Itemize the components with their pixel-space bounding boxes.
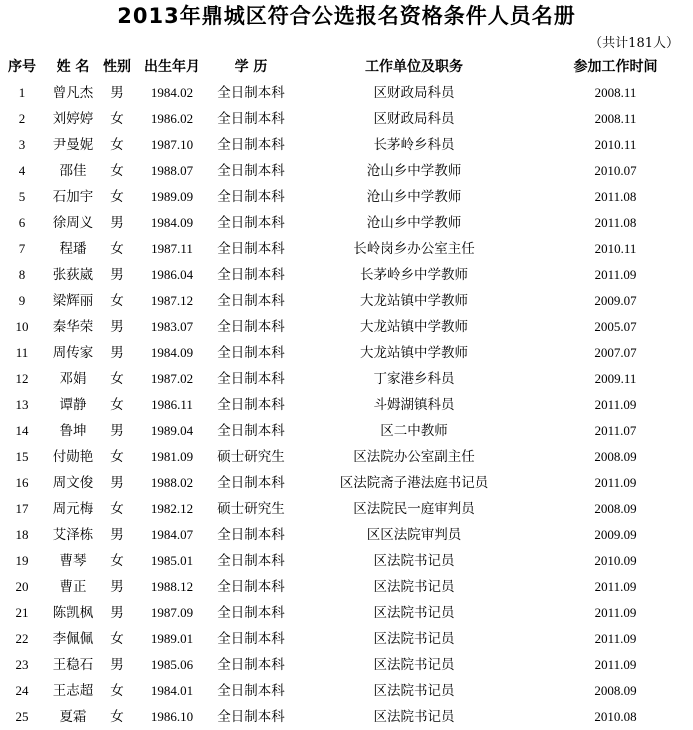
header-index: 序号 [8, 59, 36, 75]
cell-name: 夏霜 [59, 709, 87, 725]
cell-work-start: 2007.07 [594, 345, 637, 360]
cell-name: 尹曼妮 [52, 137, 94, 153]
cell-index: 17 [15, 501, 29, 516]
table-row [0, 392, 693, 418]
cell-name: 陈凯枫 [52, 605, 94, 621]
cell-workplace: 沧山乡中学教师 [366, 163, 462, 179]
cell-birth: 1988.12 [150, 579, 194, 594]
cell-education: 全日制本科 [217, 683, 285, 699]
cell-workplace: 区财政局科员 [373, 111, 455, 127]
cell-work-start: 2011.08 [594, 215, 637, 230]
header-gender: 性别 [103, 59, 131, 75]
cell-workplace: 沧山乡中学教师 [366, 189, 462, 205]
cell-name: 王稳石 [52, 657, 94, 673]
cell-index: 20 [15, 579, 29, 594]
cell-birth: 1987.02 [150, 371, 194, 386]
cell-birth: 1989.09 [150, 189, 194, 204]
cell-workplace: 长茅岭乡科员 [373, 137, 455, 153]
cell-work-start: 2005.07 [594, 319, 637, 334]
table-row [0, 158, 693, 184]
cell-work-start: 2011.09 [594, 579, 637, 594]
cell-name: 李佩佩 [52, 631, 94, 647]
cell-work-start: 2010.11 [594, 241, 637, 256]
cell-name: 周文俊 [52, 475, 94, 491]
roster-table [0, 54, 693, 730]
cell-gender: 男 [110, 657, 124, 673]
cell-education: 全日制本科 [217, 319, 285, 335]
cell-index: 23 [15, 657, 29, 672]
cell-gender: 男 [110, 267, 124, 283]
table-row [0, 652, 693, 678]
table-row [0, 574, 693, 600]
cell-index: 25 [15, 709, 29, 724]
cell-name: 程璠 [59, 241, 87, 257]
header-education: 学 历 [234, 59, 268, 75]
table-row [0, 184, 693, 210]
table-row [0, 210, 693, 236]
cell-workplace: 长岭岗乡办公室主任 [353, 241, 475, 257]
cell-index: 11 [15, 345, 29, 360]
cell-workplace: 区财政局科员 [373, 85, 455, 101]
cell-workplace: 沧山乡中学教师 [366, 215, 462, 231]
table-row [0, 704, 693, 730]
cell-gender: 男 [110, 345, 124, 361]
table-row [0, 340, 693, 366]
cell-education: 全日制本科 [217, 215, 285, 231]
cell-work-start: 2008.09 [594, 683, 637, 698]
cell-name: 王志超 [52, 683, 94, 699]
cell-index: 12 [15, 371, 29, 386]
cell-gender: 女 [110, 189, 124, 205]
cell-work-start: 2010.09 [594, 553, 637, 568]
cell-work-start: 2008.09 [594, 501, 637, 516]
cell-work-start: 2010.08 [594, 709, 637, 724]
cell-index: 18 [15, 527, 29, 542]
cell-gender: 女 [110, 371, 124, 387]
cell-education: 硕士研究生 [217, 449, 285, 465]
table-row [0, 314, 693, 340]
cell-work-start: 2011.09 [594, 475, 637, 490]
cell-gender: 男 [110, 475, 124, 491]
cell-workplace: 长茅岭乡中学教师 [360, 267, 468, 283]
header-birth: 出生年月 [144, 59, 200, 75]
cell-index: 13 [15, 397, 29, 412]
cell-workplace: 大龙站镇中学教师 [360, 345, 468, 361]
cell-work-start: 2011.09 [594, 397, 637, 412]
table-row [0, 132, 693, 158]
table-row [0, 522, 693, 548]
cell-work-start: 2009.09 [594, 527, 637, 542]
cell-work-start: 2009.11 [594, 371, 637, 386]
cell-name: 曹琴 [59, 553, 87, 569]
cell-work-start: 2008.09 [594, 449, 637, 464]
total-count-note: （共计181人） [589, 36, 679, 51]
cell-education: 全日制本科 [217, 241, 285, 257]
cell-birth: 1988.07 [150, 163, 194, 178]
cell-workplace: 区法院书记员 [373, 709, 455, 725]
cell-gender: 女 [110, 241, 124, 257]
cell-education: 全日制本科 [217, 137, 285, 153]
cell-gender: 女 [110, 709, 124, 725]
cell-workplace: 区法院书记员 [373, 631, 455, 647]
header-workplace: 工作单位及职务 [365, 59, 463, 75]
cell-workplace: 区法院书记员 [373, 579, 455, 595]
cell-education: 全日制本科 [217, 371, 285, 387]
table-row [0, 444, 693, 470]
cell-birth: 1985.06 [150, 657, 194, 672]
cell-index: 2 [18, 111, 26, 126]
cell-work-start: 2011.08 [594, 189, 637, 204]
cell-name: 梁辉丽 [52, 293, 94, 309]
cell-name: 付勋艳 [52, 449, 94, 465]
cell-gender: 男 [110, 215, 124, 231]
cell-gender: 男 [110, 579, 124, 595]
cell-education: 全日制本科 [217, 657, 285, 673]
cell-name: 秦华荣 [52, 319, 94, 335]
cell-birth: 1987.11 [151, 241, 193, 256]
cell-education: 全日制本科 [217, 189, 285, 205]
cell-index: 15 [15, 449, 29, 464]
cell-gender: 女 [110, 449, 124, 465]
cell-gender: 女 [110, 397, 124, 413]
cell-index: 14 [15, 423, 29, 438]
table-row [0, 678, 693, 704]
cell-gender: 男 [110, 319, 124, 335]
cell-gender: 男 [110, 605, 124, 621]
document-title: 2013年鼎城区符合公选报名资格条件人员名册 [117, 4, 576, 28]
cell-work-start: 2011.07 [594, 423, 637, 438]
cell-gender: 女 [110, 163, 124, 179]
cell-birth: 1982.12 [150, 501, 194, 516]
cell-index: 3 [18, 137, 26, 152]
table-row [0, 262, 693, 288]
cell-name: 鲁坤 [59, 423, 87, 439]
cell-gender: 男 [110, 527, 124, 543]
cell-name: 徐周义 [52, 215, 94, 231]
cell-birth: 1987.12 [150, 293, 194, 308]
table-row [0, 548, 693, 574]
cell-education: 全日制本科 [217, 553, 285, 569]
table-row [0, 626, 693, 652]
cell-education: 全日制本科 [217, 267, 285, 283]
cell-birth: 1984.02 [150, 85, 194, 100]
cell-birth: 1984.09 [150, 215, 194, 230]
cell-workplace: 区法院书记员 [373, 657, 455, 673]
table-row [0, 236, 693, 262]
header-work-start: 参加工作时间 [573, 59, 658, 75]
cell-birth: 1984.07 [150, 527, 194, 542]
cell-birth: 1983.07 [150, 319, 194, 334]
cell-work-start: 2010.11 [594, 137, 637, 152]
cell-gender: 男 [110, 423, 124, 439]
cell-gender: 男 [110, 85, 124, 101]
cell-birth: 1985.01 [150, 553, 194, 568]
cell-name: 石加宇 [52, 189, 94, 205]
cell-index: 9 [18, 293, 26, 308]
cell-work-start: 2011.09 [594, 657, 637, 672]
cell-work-start: 2008.11 [594, 85, 637, 100]
cell-name: 周传家 [52, 345, 94, 361]
table-row [0, 496, 693, 522]
cell-index: 22 [15, 631, 29, 646]
cell-education: 全日制本科 [217, 111, 285, 127]
cell-index: 1 [18, 85, 26, 100]
cell-birth: 1986.02 [150, 111, 194, 126]
cell-education: 全日制本科 [217, 605, 285, 621]
cell-gender: 女 [110, 293, 124, 309]
cell-workplace: 丁家港乡科员 [373, 371, 455, 387]
cell-workplace: 区法院书记员 [373, 605, 455, 621]
cell-name: 刘婷婷 [52, 111, 94, 127]
cell-birth: 1987.10 [150, 137, 194, 152]
cell-index: 19 [15, 553, 29, 568]
cell-education: 全日制本科 [217, 527, 285, 543]
header-name: 姓 名 [56, 59, 90, 75]
cell-gender: 女 [110, 631, 124, 647]
cell-education: 硕士研究生 [217, 501, 285, 517]
table-row [0, 366, 693, 392]
cell-education: 全日制本科 [217, 163, 285, 179]
cell-index: 5 [18, 189, 26, 204]
cell-workplace: 区区法院审判员 [366, 527, 462, 543]
cell-name: 周元梅 [52, 501, 94, 517]
cell-index: 7 [18, 241, 26, 256]
header-row [0, 54, 693, 80]
cell-index: 10 [15, 319, 29, 334]
cell-workplace: 区法院书记员 [373, 553, 455, 569]
cell-birth: 1986.11 [151, 397, 193, 412]
cell-education: 全日制本科 [217, 397, 285, 413]
cell-birth: 1989.04 [150, 423, 194, 438]
cell-work-start: 2011.09 [594, 605, 637, 620]
cell-work-start: 2010.07 [594, 163, 637, 178]
cell-gender: 女 [110, 553, 124, 569]
cell-education: 全日制本科 [217, 579, 285, 595]
cell-workplace: 大龙站镇中学教师 [360, 293, 468, 309]
table-row [0, 106, 693, 132]
cell-workplace: 区二中教师 [380, 423, 448, 439]
cell-index: 6 [18, 215, 26, 230]
cell-index: 8 [18, 267, 26, 282]
cell-gender: 女 [110, 111, 124, 127]
cell-name: 艾泽栋 [52, 527, 94, 543]
cell-work-start: 2011.09 [594, 267, 637, 282]
cell-birth: 1988.02 [150, 475, 194, 490]
cell-education: 全日制本科 [217, 475, 285, 491]
cell-education: 全日制本科 [217, 293, 285, 309]
table-row [0, 418, 693, 444]
cell-birth: 1989.01 [150, 631, 194, 646]
cell-gender: 女 [110, 501, 124, 517]
cell-workplace: 大龙站镇中学教师 [360, 319, 468, 335]
cell-name: 邵佳 [59, 163, 87, 179]
cell-name: 张荻崴 [52, 267, 94, 283]
cell-birth: 1986.04 [150, 267, 194, 282]
cell-education: 全日制本科 [217, 423, 285, 439]
cell-name: 邓娟 [59, 371, 87, 387]
cell-birth: 1984.01 [150, 683, 194, 698]
cell-index: 16 [15, 475, 29, 490]
cell-name: 曾凡杰 [52, 85, 94, 101]
table-row [0, 288, 693, 314]
cell-name: 曹正 [59, 579, 87, 595]
cell-gender: 女 [110, 683, 124, 699]
table-row [0, 600, 693, 626]
table-row [0, 80, 693, 106]
cell-education: 全日制本科 [217, 345, 285, 361]
cell-workplace: 区法院书记员 [373, 683, 455, 699]
cell-birth: 1986.10 [150, 709, 194, 724]
cell-workplace: 斗姆湖镇科员 [373, 397, 455, 413]
cell-workplace: 区法院办公室副主任 [353, 449, 475, 465]
cell-work-start: 2008.11 [594, 111, 637, 126]
cell-education: 全日制本科 [217, 85, 285, 101]
cell-work-start: 2009.07 [594, 293, 637, 308]
cell-index: 21 [15, 605, 29, 620]
cell-work-start: 2011.09 [594, 631, 637, 646]
cell-education: 全日制本科 [217, 709, 285, 725]
cell-workplace: 区法院斋子港法庭书记员 [339, 475, 489, 491]
cell-index: 4 [18, 163, 26, 178]
cell-birth: 1987.09 [150, 605, 194, 620]
cell-workplace: 区法院民一庭审判员 [353, 501, 475, 517]
cell-gender: 女 [110, 137, 124, 153]
cell-name: 谭静 [59, 397, 87, 413]
cell-index: 24 [15, 683, 29, 698]
cell-birth: 1984.09 [150, 345, 194, 360]
table-row [0, 470, 693, 496]
cell-education: 全日制本科 [217, 631, 285, 647]
cell-birth: 1981.09 [150, 449, 194, 464]
